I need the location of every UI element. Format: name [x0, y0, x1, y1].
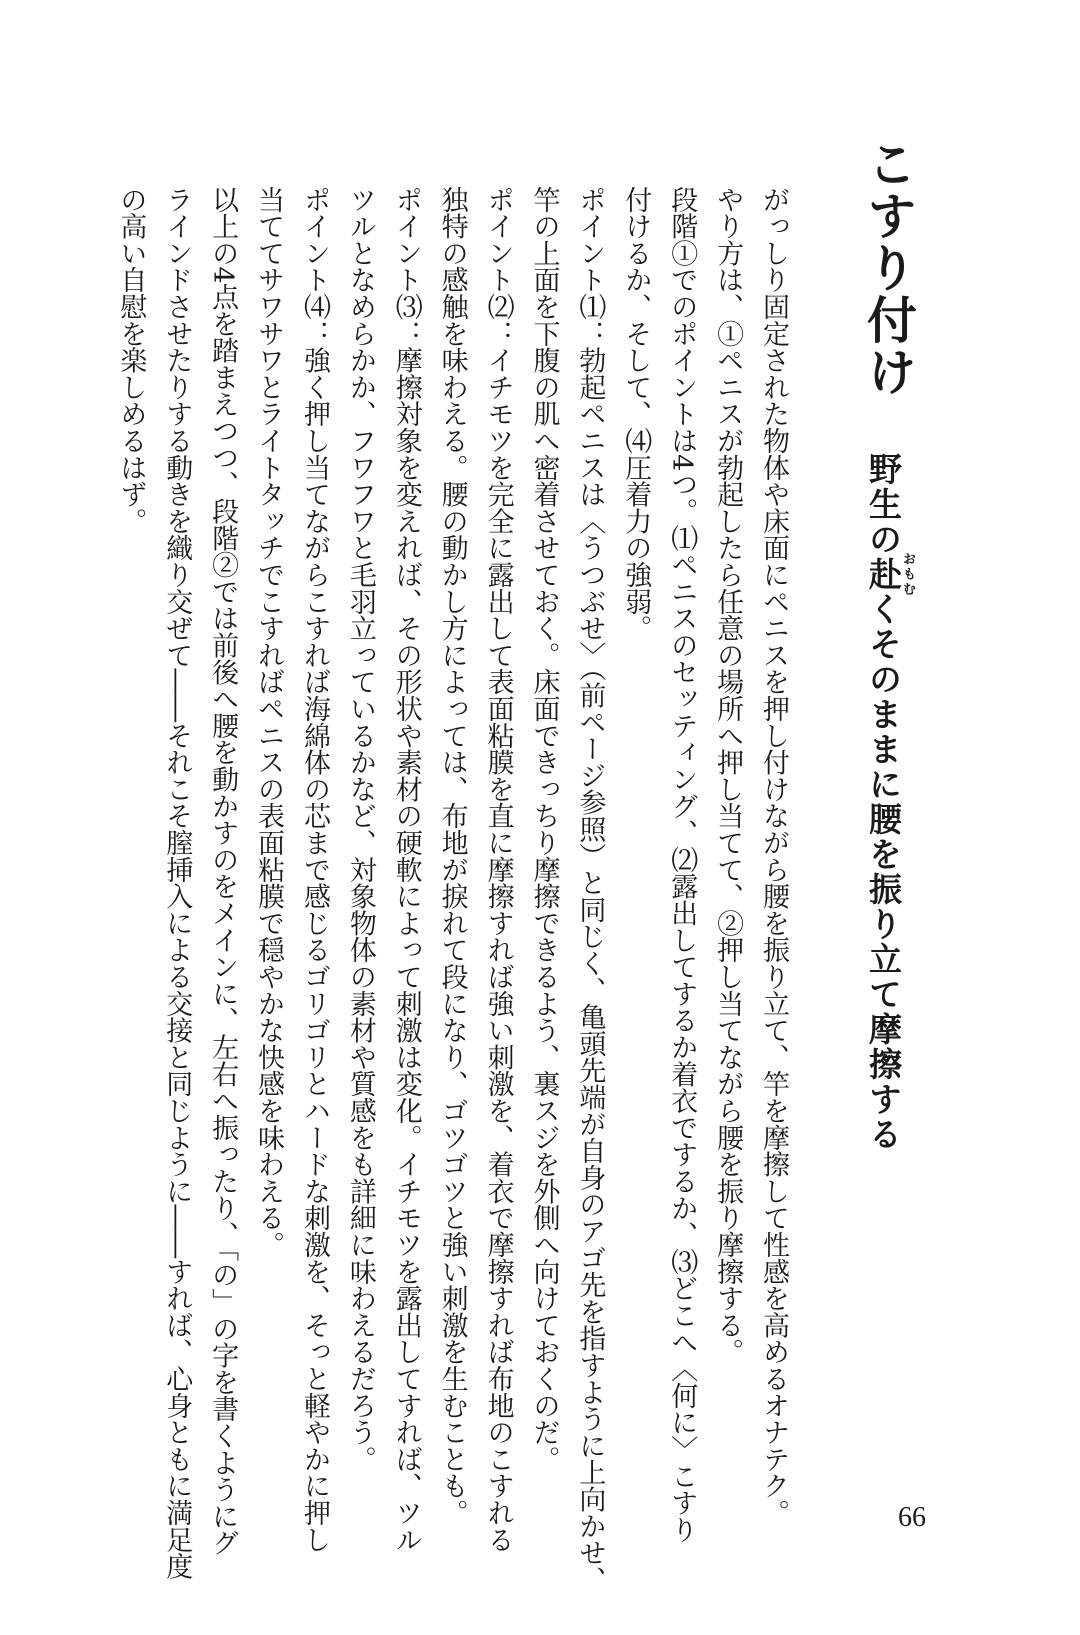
text-column: 独特の感触を味わえる。腰の動かし方によっては、布地が捩れて段になり、ゴツゴツと強い刺激を生むことも。	[436, 186, 468, 1527]
text-column: やり方は、①ペニスが勃起したら任意の場所へ押し当てて、②押し当てながら腰を振り摩擦する。	[712, 186, 744, 1366]
text-column: ポイント⑶：摩擦対象を変えれば、その形状や素材の硬軟によって刺激は変化。イチモツを露出してすれば、ツル	[390, 186, 422, 1553]
subtitle-part: 野生の	[864, 452, 903, 557]
text-column: 段階①でのポイントは4つ。⑴ペニスのセッティング、⑵露出してするか着衣でするか、⑶どこへ〈何に〉こすり	[666, 186, 698, 1543]
text-column: の高い自慰を楽しめるはず。	[115, 186, 147, 535]
text-column: ポイント⑵：イチモツを完全に露出して表面粘膜を直に摩擦すれば強い刺激を、着衣で摩擦すれば布地のこすれる	[482, 186, 514, 1553]
text-column: 以上の4点を踏まえつつ、段階②では前後へ腰を動かすのをメインに、左右へ振ったり、「の」の字を書くようにグ	[207, 186, 239, 1557]
text-column: ラインドさせたりする動きを織り交ぜて――それこそ膣挿入による交接と同じように――すれば、心身ともに満足度	[161, 186, 193, 1580]
subtitle-ruby-word	[864, 552, 915, 597]
text-column: ポイント⑴：勃起ペニスは〈うつぶせ〉（前ページ参照）と同じく、亀頭先端が自身のアゴ先を指すように上向かせ、	[574, 186, 606, 1593]
section-title: こすり付け	[859, 138, 917, 398]
text-column: 竿の上面を下腹の肌へ密着させておく。床面できっちり摩擦できるよう、裏スジを外側へ向けておくのだ。	[528, 186, 560, 1473]
text-column: ツルとなめらかか、フワフワと毛羽立っているかなど、対象物体の素材や質感をも詳細に味わえるだろう。	[344, 186, 376, 1473]
text-column: 付けるか、そして、⑷圧着力の強弱。	[620, 186, 652, 642]
subtitle-part: くそのままに腰を振り立て摩擦する	[864, 592, 903, 1152]
subtitle-kanji: 赴	[864, 552, 903, 597]
text-column: 当ててサワサワとライトタッチでこすればペニスの表面粘膜で穏やかな快感を味わえる。	[253, 186, 285, 1258]
text-column: がっしり固定された物体や床面にペニスを押し付けながら腰を振り立て、竿を摩擦して性感を高めるオナテク。	[758, 186, 789, 1526]
furigana: おもむ	[900, 552, 915, 597]
body-text	[107, 186, 796, 1593]
text-column: ポイント⑷：強く押し当てながらこすれば海綿体の芯まで感じるゴリゴリとハードな刺激を、そっと軽やかに押し	[298, 186, 330, 1553]
section-subtitle	[858, 452, 915, 1152]
page-number: 66	[898, 1502, 926, 1533]
